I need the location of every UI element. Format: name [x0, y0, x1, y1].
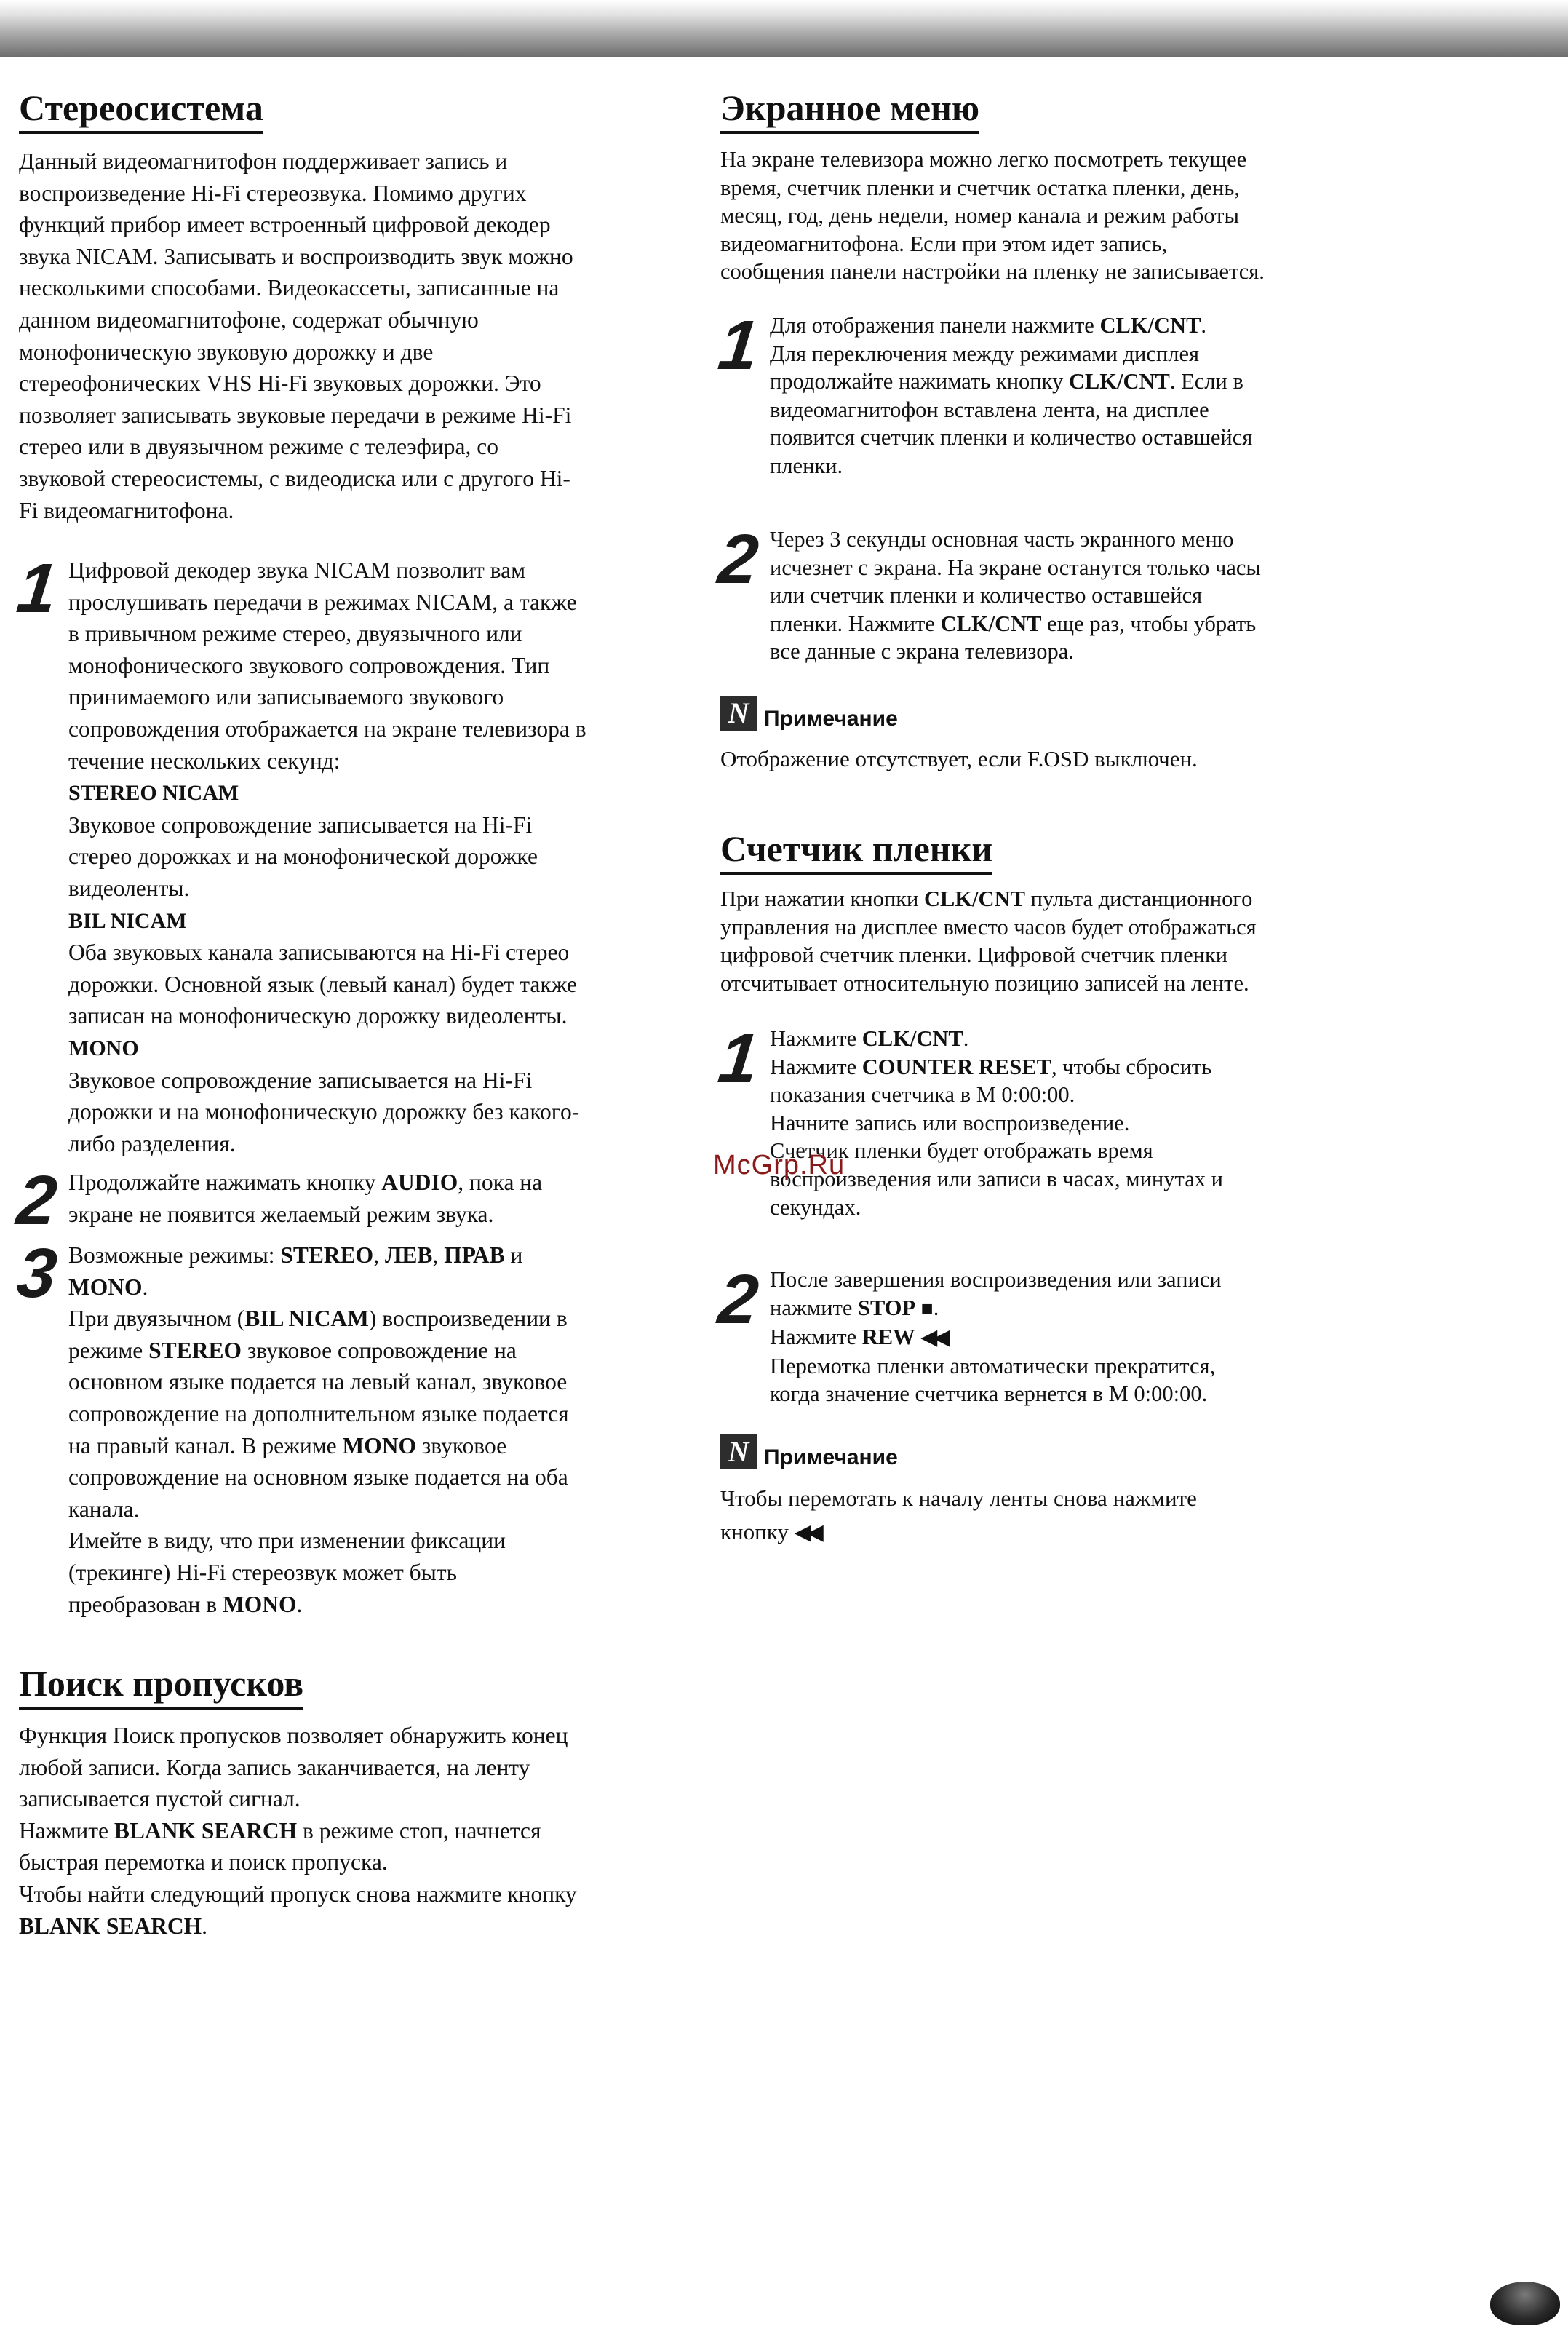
note-icon: N — [720, 696, 757, 731]
osd-step-1-text: Для отображения панели нажмите CLK/CNT. Для переключения между режимами дисплея продолжайте нажимать кнопку CLK/CNT. Если в видеомагнитофон вставлена лента, на дисплее появится счетчик пленки и количество оставшейся пленки. — [770, 313, 1253, 478]
watermark: McGrp.Ru — [713, 1150, 845, 1180]
mode-text-bil-nicam: Оба звуковых канала записываются на Hi-Fi стерео дорожки. Основной язык (левый канал) будет также записан на монофоническую дорожку видеоленты. — [68, 940, 577, 1029]
counter-step-1-text: Нажмите CLK/CNT. Нажмите COUNTER RESET, чтобы сбросить показания счетчика в М 0:00:00. Начните запись или воспроизведение. Счетчик пленки будет отображать время воспроизведения или записи в часах, минутах и секундах. — [770, 1026, 1223, 1220]
note-icon: N — [720, 1434, 757, 1469]
stereo-step-2-text: Продолжайте нажимать кнопку AUDIO, пока на экране не появится желаемый режим звука. — [68, 1170, 543, 1227]
step-number-3: 3 — [13, 1234, 61, 1312]
section-title-tape-counter: Счетчик пленки — [720, 827, 992, 875]
step-number-1: 1 — [715, 1020, 763, 1097]
section-title-stereo: Стереосистема — [19, 86, 263, 134]
mode-text-stereo-nicam: Звуковое сопровождение записывается на Hi-Fi стерео дорожках и на монофонической дорожке видеоленты. — [68, 811, 538, 901]
step-number-2: 2 — [715, 520, 763, 598]
tape-counter-intro: При нажатии кнопки CLK/CNT пульта дистанционного управления на дисплее вместо часов будет отображаться цифровой счетчик пленки. Цифровой счетчик пленки отсчитывает относительную позицию записей на ленте. — [720, 886, 1257, 996]
stereo-intro: Данный видеомагнитофон поддерживает запись и воспроизведение Hi-Fi стереозвука. Помимо других функций прибор имеет встроенный цифровой декодер звука NICAM. Записывать и воспроизводить звук можно несколькими способами. Видеокассеты, записанные на данном видеомагнитофоне, содержат обычную монофоническую звуковую дорожку и две стереофонических VHS Hi-Fi звуковых дорожки. Это позволяет записывать звуковые передачи в режиме Hi-Fi стерео или в двуязычном режиме с телеэфира, со звуковой стереосистемы, с видеодиска или с другого Hi- Fi видеомагнитофона. — [19, 148, 573, 523]
osd-intro: На экране телевизора можно легко посмотреть текущее время, счетчик пленки и счетчик остатка пленки, день, месяц, год, день недели, номер канала и режим работы видеомагнитофона. Если при этом идет запись, сообщения панели настройки на пленку не записывается. — [720, 147, 1265, 285]
section-title-blank-search: Поиск пропусков — [19, 1662, 303, 1710]
counter-note-text: Чтобы перемотать к началу ленты снова нажмите кнопку ◀◀. — [720, 1485, 1197, 1544]
top-header-bar — [0, 0, 1568, 57]
mode-label-mono: MONO — [68, 1036, 139, 1060]
counter-step-2-text: После завершения воспроизведения или записи нажмите STOP ■. Нажмите REW ◀◀. Перемотка пленки автоматически прекратится, когда значение счетчика вернется в М 0:00:00. — [770, 1267, 1222, 1407]
stop-icon: ■ — [920, 1297, 934, 1320]
stereo-step-3-text: Возможные режимы: STEREO, ЛЕВ, ПРАВ и MONO. При двуязычном (BIL NICAM) воспроизведении в режиме STEREO звуковое сопровождение на основном языке подается на левый канал, звуковое сопровождение на дополнительном языке подается на правый канал. В режиме MONO звуковое сопровождение на основном языке подается на оба канала. Имейте в виду, что при изменении фиксации (трекинге) Hi-Fi стереозвук может быть преобразован в MONO. — [68, 1242, 569, 1617]
section-title-osd: Экранное меню — [720, 86, 979, 134]
note-label: Примечание — [764, 707, 898, 731]
step-number-1: 1 — [715, 306, 763, 384]
blank-search-text: Функция Поиск пропусков позволяет обнаружить конец любой записи. Когда запись заканчивается, на ленту записывается пустой сигнал. Нажмите BLANK SEARCH в режиме стоп, начнется быстрая перемотка и поиск пропуска. Чтобы найти следующий пропуск снова нажмите кнопку BLANK SEARCH. — [19, 1723, 577, 1939]
osd-step-2-text: Через 3 секунды основная часть экранного меню исчезнет с экрана. На экране останутся только часы или счетчик пленки и количество оставшейся пленки. Нажмите CLK/CNT еще раз, чтобы убрать все данные с экрана телевизора. — [770, 527, 1261, 664]
page-tab-decoration — [1490, 2282, 1560, 2325]
note-label: Примечание — [764, 1445, 898, 1469]
step-number-2: 2 — [13, 1162, 61, 1239]
mode-text-mono: Звуковое сопровождение записывается на Hi-Fi дорожки и на монофоническую дорожку без какого- либо разделения. — [68, 1067, 580, 1156]
mode-label-bil-nicam: BIL NICAM — [68, 908, 187, 933]
osd-note-text: Отображение отсутствует, если F.OSD выключен. — [720, 746, 1198, 771]
rewind-icon: ◀◀ — [794, 1520, 819, 1544]
mode-label-stereo-nicam: STEREO NICAM — [68, 781, 239, 806]
stereo-step-1-text: Цифровой декодер звука NICAM позволит вам прослушивать передачи в режимах NICAM, а также в привычном режиме стерео, двуязычного или монофонического звукового сопровождения. Тип принимаемого или записываемого звукового сопровождения отображается на экране телевизора в течение нескольких секунд: STEREO NICAM Звуковое сопровождение записывается на Hi-Fi стерео дорожках и на монофонической дорожке видеоленты. BIL NICAM Оба звуковых канала записываются на Hi-Fi стерео дорожки. Основной язык (левый канал) будет также записан на монофоническую дорожку видеоленты. MONO Звуковое сопровождение записывается на Hi-Fi дорожки и на монофоническую дорожку без какого- либо разделения. — [68, 557, 586, 1156]
osd-note-heading — [720, 695, 898, 731]
step-number-2: 2 — [715, 1261, 763, 1338]
step-number-1: 1 — [13, 549, 61, 627]
counter-note-heading — [720, 1434, 898, 1470]
rewind-icon: ◀◀ — [920, 1325, 946, 1350]
